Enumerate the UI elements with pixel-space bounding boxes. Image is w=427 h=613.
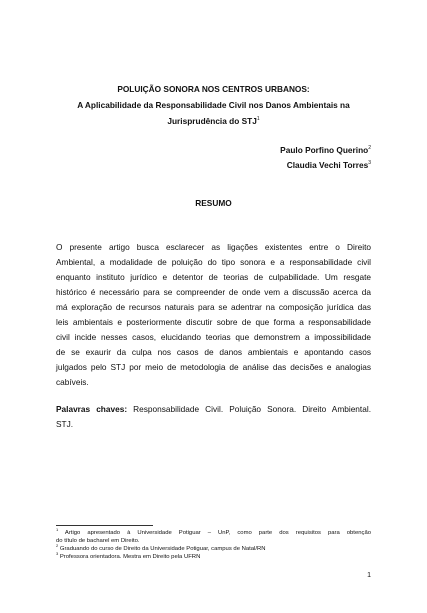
page-number: 1	[367, 572, 371, 579]
abstract-line: má exploração de recursos naturais para se adentrar na composição jurídica das	[56, 302, 371, 312]
footnote-marker: 2	[368, 145, 371, 152]
footnote-1-continued: do título de bacharel em Direito.	[56, 538, 140, 544]
footnote-marker: 3	[56, 551, 59, 557]
abstract-line: Ambiental, a modalidade de poluição do tipo sonora e a responsabilidade civil	[56, 257, 371, 267]
keywords-label: Palavras chaves:	[56, 404, 128, 414]
paper-subtitle	[56, 97, 371, 113]
footnote-marker: 1	[256, 116, 260, 123]
keywords-line	[56, 403, 371, 415]
abstract-line: histórico é necessário para se compreender de onde vem a discussão acerca da	[56, 287, 371, 297]
abstract-line: julgados pelo STJ por meio de metodologia de análise das decisões e analogias	[56, 362, 371, 372]
footnote-text: Artigo apresentado à Universidade Potiguar – UnP, como parte dos requisitos para obtenção	[58, 530, 371, 536]
author-1	[280, 143, 371, 157]
abstract-line: leis ambientais e posteriormente discutir sobre de que forma a responsabilidade	[56, 317, 371, 327]
keywords-text: Responsabilidade Civil. Poluição Sonora. Direito Ambiental.	[127, 404, 371, 414]
footnote-marker: 3	[368, 160, 371, 167]
paper-title	[56, 81, 371, 97]
footnote-text: Professora orientadora. Mestra em Direito pela UFRN	[58, 554, 201, 560]
footnote-marker: 2	[56, 543, 59, 549]
abstract-line: O presente artigo busca esclarecer as ligações existentes entre o Direito	[56, 242, 371, 252]
footnote-3	[56, 551, 371, 562]
author-name: Claudia Vechi Torres	[286, 160, 369, 170]
keywords-line: STJ.	[56, 419, 74, 429]
subtitle-line-2: Jurisprudência do STJ	[167, 116, 257, 126]
footnote-separator	[56, 525, 153, 526]
abstract-line: cabíveis.	[56, 377, 89, 387]
title-line-1: POLUIÇÃO SONORA NOS CENTROS URBANOS:	[117, 84, 310, 94]
footnote-text: Graduando do curso de Direito da Universidade Potiguar, campus de Natal/RN	[58, 546, 266, 552]
abstract-line: civil incide nesses casos, elucidando teorias que demonstrem a impossibilidade	[56, 332, 371, 342]
abstract-line: de se exaurir da culpa nos casos de danos ambientais e apontando casos	[56, 347, 371, 357]
author-name: Paulo Porfino Querino	[280, 145, 369, 155]
footnote-marker: 1	[56, 527, 59, 533]
subtitle-line-1: A Aplicabilidade da Responsabilidade Civil nos Danos Ambientais na	[77, 100, 350, 110]
abstract-heading: RESUMO	[195, 198, 232, 208]
footnote-1	[56, 527, 371, 538]
paper-subtitle-continued	[56, 113, 371, 129]
abstract-line: enquanto instituto jurídico e detentor de teorias de culpabilidade. Um resgate	[56, 272, 371, 282]
author-2	[287, 158, 371, 172]
